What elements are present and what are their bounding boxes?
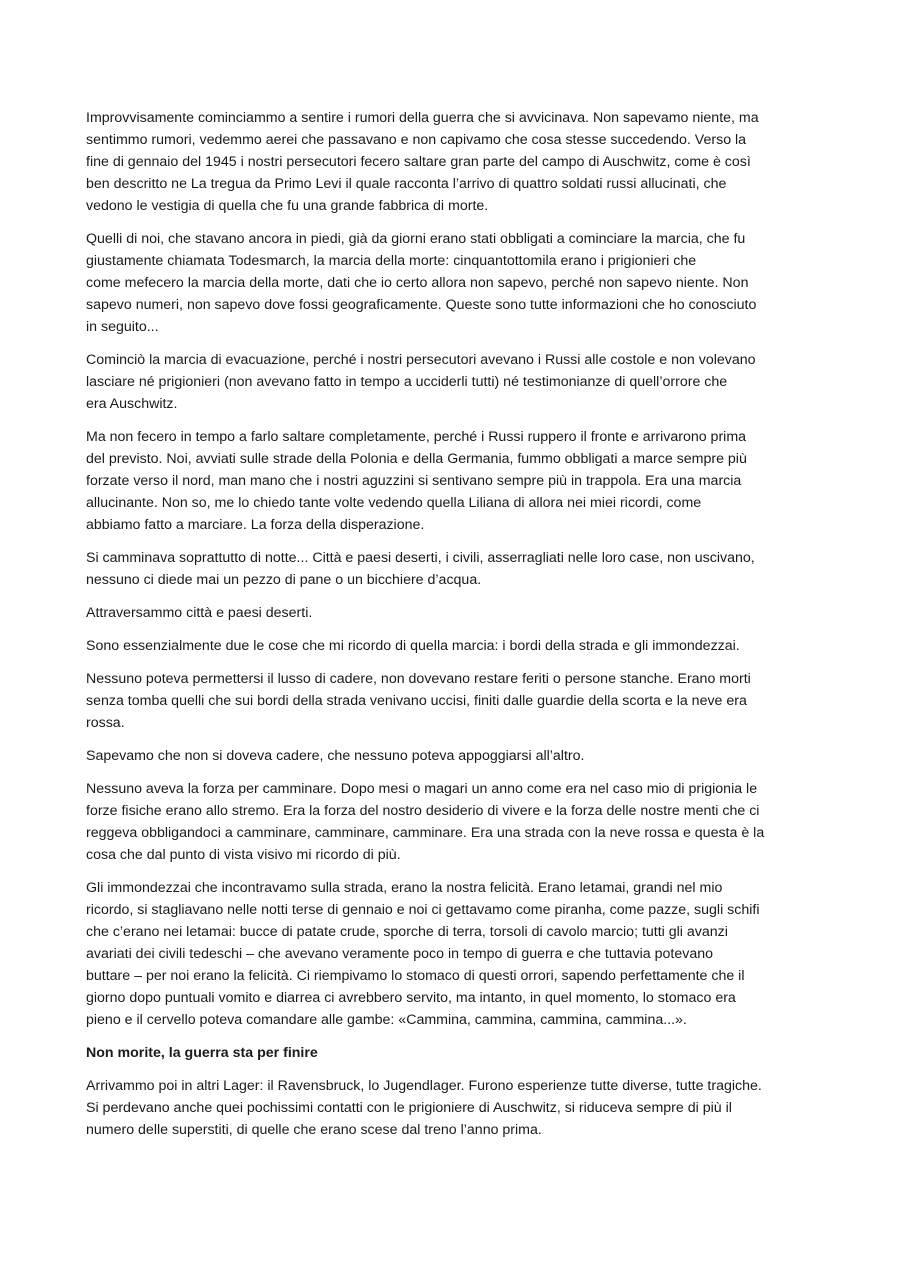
paragraph: Arrivammo poi in altri Lager: il Ravensbruck, lo Jugendlager. Furono esperienze tutte diverse, tutte tragiche. Si perdevano anche quei pochissimi contatti con le prigioniere di Auschwitz, si riduceva sempre di più il numero delle superstiti, di quelle che erano scese dal treno l’anno prima. [86,1078,762,1138]
paragraph: Nessuno poteva permettersi il lusso di cadere, non dovevano restare feriti o persone stanche. Erano morti senza tomba quelli che sui bordi della strada venivano uccisi, finiti dalle guardie della scorta e la neve era rossa. [86,671,751,731]
paragraph: Quelli di noi, che stavano ancora in piedi, già da giorni erano stati obbligati a cominciare la marcia, che fu giustamente chiamata Todesmarch, la marcia della morte: cinquantottomila erano i prigionieri che come mefecero la marcia della morte, dati che io certo allora non sapevo, perché non sapevo niente. Non sapevo numeri, non sapevo dove fossi geograficamente. Queste sono tutte informazioni che ho conosciuto in seguito... [86,231,757,335]
paragraph: Nessuno aveva la forza per camminare. Dopo mesi o magari un anno come era nel caso mio di prigionia le forze fisiche erano allo stremo. Era la forza del nostro desiderio di vivere e la forza delle nostre menti che ci reggeva obbligandoci a camminare, camminare, camminare. Era una strada con la neve rossa e questa è la cosa che dal punto di vista visivo mi ricordo di più. [86,781,765,863]
paragraph: Si camminava soprattutto di notte... Città e paesi deserti, i civili, asserragliati nelle loro case, non uscivano, nessuno ci diede mai un pezzo di pane o un bicchiere d’acqua. [86,550,755,588]
paragraph: Cominciò la marcia di evacuazione, perché i nostri persecutori avevano i Russi alle costole e non volevano lasciare né prigionieri (non avevano fatto in tempo a ucciderli tutti) né testimonianze di quell’orrore che era Auschwitz. [86,352,756,412]
paragraph: Ma non fecero in tempo a farlo saltare completamente, perché i Russi ruppero il fronte e arrivarono prima del previsto. Noi, avviati sulle strade della Polonia e della Germania, fummo obbligati a marce sempre più forzate verso il nord, man mano che i nostri aguzzini si sentivano sempre più in trappola. Era una marcia allucinante. Non so, me lo chiedo tante volte vedendo quella Liliana di allora nei miei ricordi, come abbiamo fatto a marciare. La forza della disperazione. [86,429,747,533]
section-heading: Non morite, la guerra sta per finire [86,1045,318,1061]
paragraph: Sono essenzialmente due le cose che mi ricordo di quella marcia: i bordi della strada e gli immondezzai. [86,638,740,654]
paragraph: Gli immondezzai che incontravamo sulla strada, erano la nostra felicità. Erano letamai, grandi nel mio ricordo, si stagliavano nelle notti terse di gennaio e noi ci gettavamo come piranha, come pazze, sugli schifi che c’erano nei letamai: bucce di patate crude, sporche di terra, torsoli di cavolo marcio; tutti gli avanzi avariati dei civili tedeschi – che avevano veramente poco in tempo di guerra e che tuttavia potevano buttare – per noi erano la felicità. Ci riempivamo lo stomaco di questi orrori, sapendo perfettamente che il giorno dopo puntuali vomito e diarrea ci avrebbero servito, ma intanto, in quel momento, lo stomaco era pieno e il cervello poteva comandare alle gambe: «Cammina, cammina, cammina, cammina...». [86,880,760,1028]
paragraph: Attraversammo città e paesi deserti. [86,605,313,621]
paragraph: Sapevamo che non si doveva cadere, che nessuno poteva appoggiarsi all’altro. [86,748,585,764]
document-page [86,107,816,1152]
paragraph: Improvvisamente cominciammo a sentire i rumori della guerra che si avvicinava. Non sapevamo niente, ma sentimmo rumori, vedemmo aerei che passavano e non capivamo che cosa stesse succedendo. Verso la fine di gennaio del 1945 i nostri persecutori fecero saltare gran parte del campo di Auschwitz, come è così ben descritto ne La tregua da Primo Levi il quale racconta l’arrivo di quattro soldati russi allucinati, che vedono le vestigia di quella che fu una grande fabbrica di morte. [86,110,759,214]
